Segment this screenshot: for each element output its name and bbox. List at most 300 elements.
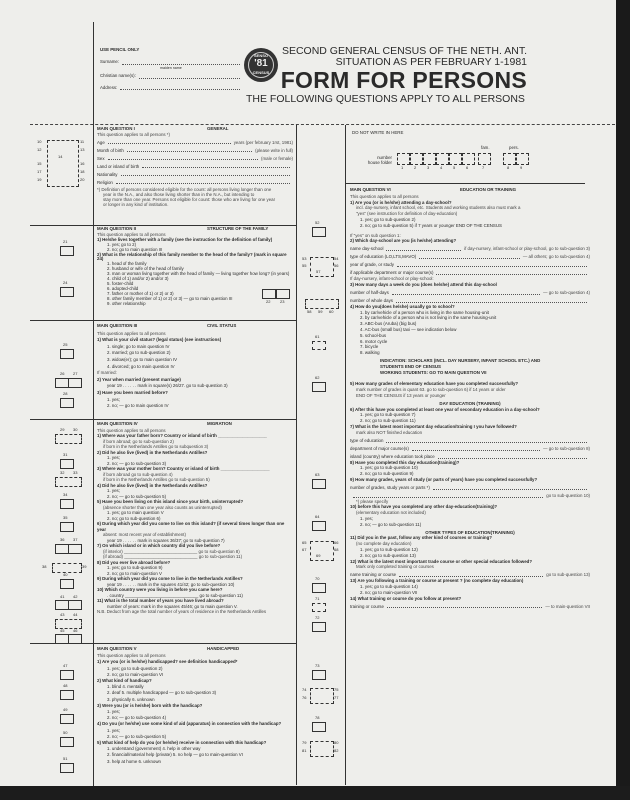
answer-option: 9. other relationship (107, 300, 146, 306)
form-title: FORM FOR PERSONS (280, 67, 527, 93)
answer-option: 2. no; — go to sub-question 5) (107, 493, 167, 499)
box-label: 20 (80, 177, 85, 182)
code-box-21[interactable] (60, 246, 74, 256)
answer-option: 1. yes; go to main question V (107, 510, 164, 515)
answer-option: 2. married; go to sub-question 2) (107, 350, 171, 356)
logo-lettering: CENSUS (252, 70, 270, 75)
divider (345, 183, 585, 184)
code-box-27[interactable] (68, 378, 82, 388)
answer-option: 5. school-bus (360, 332, 387, 338)
main-question-education (350, 187, 590, 609)
answer-option: 2. deaf 5. multiple handicapped — go to sub-question 3) (107, 690, 217, 696)
code-box-23[interactable] (276, 289, 290, 299)
box-label: 12 (37, 147, 42, 152)
box-label: 30 (73, 427, 78, 432)
header-separator (30, 124, 615, 125)
answer-option: number of years: mark in the squares 45/46; go to main question V. (107, 603, 238, 609)
field-hint: — go to sub-question 4) (543, 289, 590, 295)
box-label: 66 (334, 540, 339, 545)
code-box-62[interactable] (312, 382, 326, 392)
note-text: If "yes" on sub question 1: (350, 232, 401, 238)
box-label: 22 (266, 299, 271, 304)
box-label: 26 (60, 371, 65, 376)
answer-option: 3. ABC-bus (Aruba) (big bus) (360, 321, 417, 327)
form-field[interactable] (97, 161, 293, 169)
question-text: 1) Where was your father born? Country or island of birth ____________________ (97, 433, 267, 438)
logo-lettering: '81 (254, 58, 268, 69)
form-field[interactable] (350, 296, 590, 304)
box-label: 78 (315, 715, 320, 720)
form-field[interactable] (97, 177, 293, 185)
box-label: 52 (315, 220, 320, 225)
box-label: 81 (302, 748, 307, 753)
box-label: 75 (334, 687, 339, 692)
personal-details (100, 47, 240, 94)
question-text: 1) Are you (or is he/she) attending a day-school? (350, 199, 452, 205)
answer-option: 2. no; go to main question III (107, 246, 163, 252)
divider (30, 419, 296, 420)
main-question-general (97, 126, 293, 207)
code-box-26[interactable] (55, 378, 69, 388)
answer-option: year 19 . . . . . . mark in square(s) 26/27. go to sub-question 3) (107, 383, 228, 389)
answer-option: 3. man or woman living together with the head of family — living together how long? (in years) (107, 271, 290, 277)
instruction-text: absent: most recent year of establishment) (103, 532, 186, 537)
answer-option: 3. help at home 6. unknown (107, 758, 161, 764)
question-text: 2) What is the relationship of this family member to the head of the family? (mark in square 24) (97, 251, 287, 262)
box-label: 82 (334, 748, 339, 753)
code-box-32-33[interactable] (55, 477, 82, 487)
field-label: Religion (97, 180, 113, 185)
box-label: 76 (302, 695, 307, 700)
answer-option: 8. walking (360, 350, 380, 356)
question-text: 10) before this have you completed any other day-education(training)? (350, 504, 498, 510)
box-label: 37 (73, 537, 78, 542)
box-label: 54 (334, 256, 339, 261)
field-input-line[interactable] (396, 302, 587, 303)
maiden-name-label: maiden name (160, 65, 182, 70)
answer-option: 1. yes; go to sub-question 2) (107, 665, 163, 671)
field-input-line[interactable] (392, 294, 540, 295)
answer-option: 2. no; — go to sub-question 5) (107, 733, 167, 739)
question-topic: STRUCTURE OF THE FAMILY (207, 226, 269, 231)
note-text: If married: (97, 370, 117, 376)
code-grid-79-82[interactable] (310, 741, 334, 757)
code-box-24[interactable] (60, 287, 74, 297)
answer-option: 1. yes; (107, 488, 120, 493)
box-label: 60 (329, 309, 334, 314)
box-label: 74 (302, 687, 307, 692)
code-box-25[interactable] (60, 349, 74, 359)
digit-label: 1 (401, 165, 404, 170)
question-text: 11) What is the total number of years you have lived abroad? (97, 598, 224, 603)
note-text: This question applies to all persons (350, 193, 419, 199)
question-number: MAIN QUESTION V (97, 646, 137, 651)
code-box-40[interactable] (60, 579, 74, 589)
section-heading (97, 646, 293, 652)
field-input-line[interactable] (108, 143, 231, 144)
answer-option: 1. yes; go to sub-question 10) (360, 465, 418, 471)
field-input-line[interactable] (397, 266, 587, 267)
code-box-71[interactable] (312, 603, 326, 612)
box-label: 43 (60, 612, 65, 617)
subsection-title: DAY EDUCATION (TRAINING) (439, 400, 501, 406)
box-label: 65 (302, 540, 307, 545)
code-box-47[interactable] (60, 670, 74, 680)
surname-field[interactable] (122, 60, 240, 65)
instruction-text: (if abroad) ______________________________ go to sub-question 11) (103, 554, 243, 559)
answer-option: 2. financial/material help (private) 5. no help — go to main-question VI (107, 752, 243, 758)
answer-option: 3. widow(er); go to main question IV (107, 356, 178, 362)
code-box-78[interactable] (312, 722, 326, 732)
box-label: 62 (315, 375, 320, 380)
digit-label: 2 (414, 165, 417, 170)
question-number: MAIN QUESTION III (97, 323, 138, 328)
box-label: 10 (37, 139, 42, 144)
code-box-51[interactable] (60, 763, 74, 773)
field-label: Sex (97, 156, 105, 161)
question-topic: MIGRATION (207, 421, 232, 426)
box-label: 79 (302, 740, 307, 745)
form-field[interactable] (350, 452, 590, 460)
field-label: number of grades, study years or parts *) (350, 484, 430, 490)
answer-option: 2. no; go to main-question V (107, 570, 162, 576)
answer-option: 2. no; — go to sub-question 11) (360, 521, 422, 527)
box-label: 58 (307, 309, 312, 314)
office-use-label: DO NOT WRITE IN HERE (352, 130, 404, 135)
box-label: 45 (60, 628, 65, 633)
box-label: 16 (80, 161, 85, 166)
indication-text: INDICATION: SCHOLARS (INCL. DAY NURSERY, INFANT SCHOOL ETC.) AND (380, 357, 541, 363)
code-box-72[interactable] (312, 622, 326, 632)
answer-option: 1. yes; (360, 516, 373, 522)
instruction-text: (elementary education not included) (356, 510, 426, 516)
box-label: 69 (316, 553, 321, 558)
question-topic: GENERAL (207, 126, 229, 131)
answer-option: 2. no; go to sub-question 9) (360, 471, 414, 477)
answer-option: 1. yes; go to sub-question 14) (360, 584, 418, 590)
box-label: 71 (315, 596, 320, 601)
field-input-line[interactable] (399, 576, 543, 577)
surname-label: Surname: (100, 59, 120, 65)
code-box-50[interactable] (60, 737, 74, 747)
box-label: 51 (63, 756, 68, 761)
field-label: name day-school (350, 246, 384, 252)
answer-option: 2. no; go to sub-question 5) if 7 years or younger END OF THE CENSUS (360, 222, 502, 228)
box-label: 23 (280, 299, 285, 304)
box-label: 55 (302, 263, 307, 268)
answer-option: 1. understand (government) 4. help in other way (107, 746, 201, 752)
question-text: 9) How many grades, years of study (or parts of years) have you completed successfully? (350, 476, 538, 482)
middle-divider (345, 125, 346, 785)
answer-option: 1. head of the family (107, 261, 147, 267)
instruction-text: "yes" (see instruction for definition of day-education) (356, 211, 458, 217)
box-label: 67 (302, 547, 307, 552)
answer-option: 1. yes; go to sub-question 12) (360, 547, 418, 553)
question-number: MAIN QUESTION IV (97, 421, 138, 426)
field-input-line[interactable] (353, 497, 543, 498)
code-box-34[interactable] (60, 499, 74, 509)
form-field[interactable] (350, 260, 590, 268)
code-box-73[interactable] (312, 670, 326, 680)
note-text: N.B. Deduct from age the total number of years of residence in the Netherlands Antilles (97, 609, 267, 614)
left-column-divider (296, 125, 297, 785)
answer-option: year 19 . . . . . . mark in squares 36/37; go to sub-question 7) (107, 537, 225, 543)
box-label: 68 (334, 547, 339, 552)
answer-option: 2. no; go to sub-question 6) (107, 515, 161, 521)
box-label: 73 (315, 663, 320, 668)
note-text: If day-nursery, infant-school or play-school: (350, 276, 434, 282)
main-question-migration (97, 421, 293, 615)
census-title: SECOND GENERAL CENSUS OF THE NETH. ANT. (281, 45, 527, 57)
field-hint: go to sub-question 13) (546, 572, 590, 578)
form-field[interactable] (350, 268, 590, 276)
field-input-line[interactable] (412, 450, 540, 451)
answer-option: 2. no; — go to sub-question 3) (107, 460, 167, 466)
field-input-line[interactable] (387, 607, 542, 608)
code-grid-10-20[interactable] (47, 140, 79, 187)
question-text: 12) What is the latest most important trade course or other special education followed? (350, 558, 532, 564)
form-field[interactable] (97, 169, 293, 177)
question-topic: HANDICAPPED (207, 646, 240, 651)
answer-option: 1. by car/vehicle of a person who is living in the same housing-unit (360, 309, 489, 315)
instruction-text: mark also NOT finished education (356, 429, 423, 435)
field-label: number of whole days (350, 297, 393, 303)
code-box-63[interactable] (312, 479, 326, 489)
note-text: *) Definition of persons considered eligible for the count: all persons living longer than one (97, 187, 272, 192)
digit-label: 5 (453, 165, 456, 170)
question-number: MAIN QUESTION VI (350, 187, 391, 192)
code-box-35[interactable] (60, 522, 74, 532)
code-box-31[interactable] (60, 459, 74, 469)
question-text: 5) Have you been living on this island since your birth, uninterrupted? (97, 499, 244, 504)
box-label: 47 (63, 663, 68, 668)
form-subtitle: THE FOLLOWING QUESTIONS APPLY TO ALL PERSONS (246, 93, 525, 105)
field-hint: years (per february 1rst, 1981) (233, 140, 293, 145)
box-label: 18 (80, 169, 85, 174)
form-field[interactable] (350, 491, 590, 499)
code-grid-65-69[interactable] (310, 541, 334, 561)
box-label: 32 (60, 470, 65, 475)
address-field[interactable] (120, 85, 240, 90)
form-field[interactable] (350, 244, 590, 252)
box-label: 28 (63, 391, 68, 396)
main-question-family (97, 227, 293, 314)
answer-option: 4. divorced; go to main question IV (107, 363, 175, 369)
box-label: 17 (37, 169, 42, 174)
field-label: type of education (350, 437, 384, 443)
answer-option: . country ______________________________ go to sub-question 11) (107, 592, 243, 598)
answer-option: 1. yes; (107, 455, 120, 460)
census-logo (244, 48, 278, 82)
field-label: type of education (LO,LTS,MAVO) (350, 254, 417, 260)
field-input-line[interactable] (436, 274, 587, 275)
field-input-line[interactable] (116, 183, 290, 184)
answer-option: 1. single; go to main question IV (107, 343, 170, 349)
field-input-line[interactable] (121, 175, 291, 176)
code-box-37[interactable] (68, 544, 82, 554)
field-hint: if day-nursery, infant-school or play-school, go to sub-question 3) (464, 246, 590, 252)
box-label: 25 (63, 342, 68, 347)
question-text: 4) Did he also live (lived) in the Netherlands Antilles? (97, 482, 208, 488)
question-text: 14) What training or course do you follow at present? (350, 595, 462, 601)
box-label: 27 (73, 371, 78, 376)
box-label: 80 (334, 740, 339, 745)
address-label: Address: (100, 84, 118, 90)
question-text: 7) What is the latest most important day education/training I you have followed? (350, 423, 517, 429)
box-label: 46 (73, 628, 78, 633)
field-input-line[interactable] (142, 167, 290, 168)
code-grid-74-77[interactable] (310, 688, 334, 704)
field-label: name training or course (350, 572, 397, 578)
field-input-line[interactable] (386, 442, 587, 443)
code-box-38-39[interactable] (52, 563, 82, 573)
field-label: Land or island of birth (97, 164, 140, 169)
instruction-text: stay more than one year. Persons not eligible for count: those who are living for one year (103, 197, 276, 202)
code-box-70[interactable] (312, 583, 326, 593)
question-topic: EDUCATION OR TRAINING (460, 187, 517, 192)
code-box-46[interactable] (68, 634, 82, 644)
logo-lettering: SENSO (253, 53, 268, 58)
code-box-22[interactable] (262, 289, 276, 299)
code-box-49[interactable] (60, 714, 74, 724)
code-box-58-60[interactable] (305, 299, 339, 309)
note-text: This question applies to all persons (97, 330, 166, 336)
house-folder-label (354, 155, 392, 166)
code-box-45[interactable] (55, 634, 69, 644)
answer-option: 2. no; go to main-question VI (107, 671, 164, 677)
code-box-41[interactable] (55, 600, 69, 610)
instruction-text: (no complete day education) (356, 541, 412, 547)
box-label: 70 (315, 576, 320, 581)
left-margin-line (93, 22, 94, 786)
code-box-42[interactable] (68, 600, 82, 610)
form-field[interactable] (350, 483, 590, 491)
instruction-text: (if interior) ______________________________ go to sub-question 8) (103, 548, 240, 554)
form-field[interactable] (97, 145, 293, 153)
form-field[interactable] (350, 601, 590, 609)
form-field[interactable] (350, 444, 590, 452)
question-text: 5) What kind of help do you (or he/she) receive in connection with this handicap? (97, 740, 267, 746)
house-folder-number[interactable] (397, 153, 537, 173)
box-label: 49 (63, 707, 68, 712)
instruction-text: if born abroad go to sub-question 4) (103, 471, 173, 477)
form-field[interactable] (350, 252, 590, 260)
field-input-line[interactable] (108, 159, 258, 160)
question-number: MAIN QUESTION I (97, 126, 135, 131)
note-text: This question applies to all persons (97, 427, 166, 433)
answer-option: 5. foster-child (107, 280, 134, 286)
note-text: This question applies to all persons (97, 653, 166, 659)
field-input-line[interactable] (127, 151, 252, 152)
box-label: 11 (80, 139, 85, 144)
box-label: 24 (63, 280, 68, 285)
section-heading (97, 126, 293, 131)
question-text: 3) Were you (or is he/she) born with the handicap? (97, 702, 203, 708)
box-label: 77 (334, 695, 339, 700)
field-label: Age (97, 140, 105, 145)
answer-option: 2. by car/vehicle of a person who is not living in the same housing-unit (360, 315, 497, 321)
answer-option: 6. adopted-child (107, 285, 139, 291)
field-input-line[interactable] (433, 489, 587, 490)
question-text: 2) Did he also live (lived) in the Netherlands Antilles? (97, 449, 208, 455)
indication-text: WORKING STUDENTS: GO TO MAIN QUESTION VII (380, 369, 487, 375)
field-hint: — to main-question VII (545, 603, 590, 609)
box-label: 34 (63, 492, 68, 497)
box-label: 36 (60, 537, 65, 542)
field-input-line[interactable] (419, 258, 520, 259)
form-field[interactable] (97, 153, 293, 161)
code-box-48[interactable] (60, 690, 74, 700)
instruction-text: if born in the Netherlands Antilles go to sub-question 5) (103, 477, 210, 482)
code-box-28[interactable] (60, 398, 74, 408)
christian-name-field[interactable] (139, 74, 240, 79)
answer-option: 7. father or mother of 1) or 2) or 3) (107, 290, 174, 296)
answer-option: 1. yes; go to sub-question 9) (107, 565, 163, 570)
code-box-64[interactable] (312, 521, 326, 531)
answer-option: 2. no; — go to main question IV (107, 403, 169, 409)
code-box-29-30[interactable] (55, 434, 82, 444)
answer-option: 2. no; go to main-question VII (360, 589, 418, 595)
form-field[interactable] (350, 288, 590, 296)
instruction-text: mark number of grades in quant 63. go to sub-question 6) if 14 years or older (356, 387, 506, 393)
question-topic: CIVIL STATUS (207, 323, 237, 328)
question-text: 2) Which day-school are you (is he/she) attending? (350, 238, 457, 244)
instruction-text: (absence shorter than one year also counts as uninterrupted) (103, 504, 222, 510)
answer-option: 6. motor cycle (360, 338, 388, 344)
form-field[interactable] (97, 137, 293, 145)
answer-option: 1. blind 4. mentally (107, 684, 144, 690)
house-folder-text: house folder (367, 160, 392, 166)
box-label: 40 (63, 572, 68, 577)
answer-option: 4. child of 1) and/or 2) and/or 3) (107, 276, 169, 282)
code-grid-53-57[interactable] (310, 257, 334, 277)
field-hint: (male or female) (261, 156, 293, 161)
field-input-line[interactable] (438, 458, 587, 459)
digit-label: 8 (507, 165, 510, 170)
section-heading (97, 323, 293, 330)
field-label: Month of birth (97, 148, 124, 153)
box-label: 29 (60, 427, 65, 432)
question-text: 7) On which island or in which country did you live before? (97, 543, 221, 548)
box-label: 72 (315, 615, 320, 620)
form-field[interactable] (350, 436, 590, 444)
field-input-line[interactable] (386, 250, 461, 251)
box-label: 59 (318, 309, 323, 314)
answer-option: 2. husband or wife of the head of family (107, 266, 184, 272)
field-hint: go to sub-question 10) (546, 492, 590, 498)
answer-option: 7. bicycle (360, 344, 379, 350)
digit-label: 3 (427, 165, 430, 170)
question-text: 11) Did you in the past, follow any other kind of courses or training? (350, 535, 492, 541)
answer-option: 3. physically 6. unknown (107, 696, 155, 702)
answer-option: 4. AC-bus (small bus) taxi — see indication below (360, 326, 457, 332)
box-label: 35 (63, 515, 68, 520)
instruction-text: if born in the Netherlands Antilles go to subquestion 3) (103, 444, 209, 449)
field-label: island (country) where education took place (350, 453, 435, 459)
code-box-61[interactable] (312, 341, 326, 350)
question-text: 3) Where was your mother born? Country or island of birth ____________________ (97, 466, 270, 471)
code-box-52[interactable] (312, 227, 326, 237)
christian-name-label: Christian name(s): (100, 73, 136, 79)
question-text: 9) During which year did you come to live in the Netherlands Antilles? (97, 576, 243, 581)
box-label: 56 (334, 263, 339, 268)
section-heading (350, 187, 590, 193)
box-label: 13 (80, 147, 85, 152)
code-box-36[interactable] (55, 544, 69, 554)
form-field[interactable] (350, 570, 590, 578)
answer-option: 2. no; go to sub-question 11) (360, 418, 416, 424)
field-label: number of half-days (350, 289, 389, 295)
